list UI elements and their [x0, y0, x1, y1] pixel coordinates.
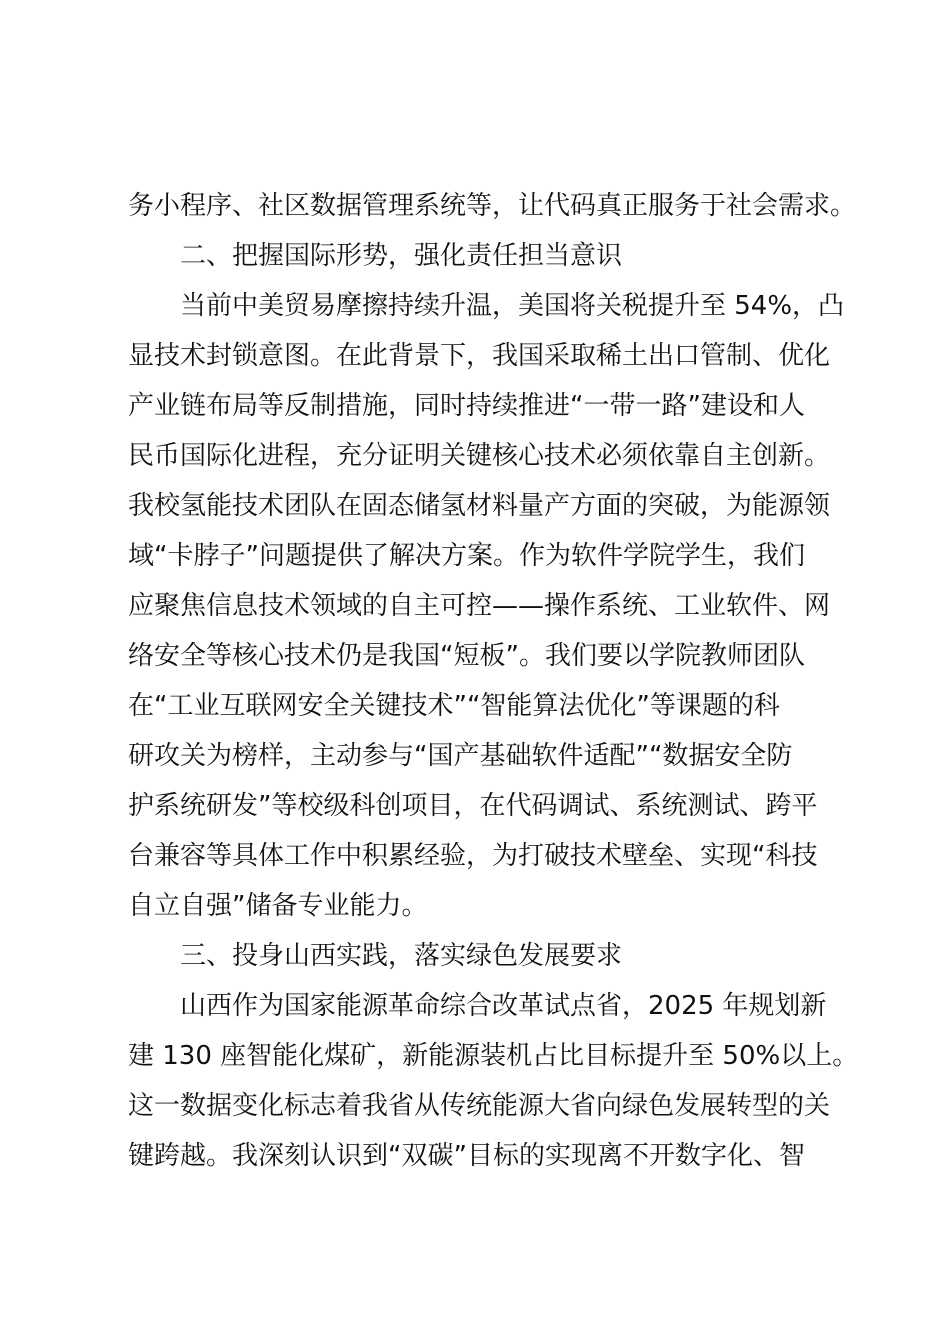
text-line: 这一数据变化标志着我省从传统能源大省向绿色发展转型的关	[128, 1091, 831, 1121]
text-line: 台兼容等具体工作中积累经验，为打破技术壁垒、实现“科技	[128, 841, 818, 871]
text-line: 产业链布局等反制措施，同时持续推进“一带一路”建设和人	[128, 391, 805, 421]
text-line: 显技术封锁意图。在此背景下，我国采取稀土出口管制、优化	[128, 341, 831, 371]
section-heading: 二、把握国际形势，强化责任担当意识	[180, 241, 623, 271]
section-heading: 三、投身山西实践，落实绿色发展要求	[180, 941, 623, 971]
text-line: 研攻关为榜样，主动参与“国产基础软件适配”“数据安全防	[128, 741, 793, 771]
text-line: 我校氢能技术团队在固态储氢材料量产方面的突破，为能源领	[128, 491, 831, 521]
text-line: 护系统研发”等校级科创项目，在代码调试、系统测试、跨平	[128, 791, 818, 821]
text-line: 键跨越。我深刻认识到“双碳”目标的实现离不开数字化、智	[128, 1141, 805, 1171]
text-line: 务小程序、社区数据管理系统等，让代码真正服务于社会需求。	[128, 191, 857, 221]
text-line: 民币国际化进程，充分证明关键核心技术必须依靠自主创新。	[128, 441, 831, 471]
text-line: 当前中美贸易摩擦持续升温，美国将关税提升至 54%，凸	[180, 291, 845, 321]
text-line: 山西作为国家能源革命综合改革试点省，2025 年规划新	[180, 991, 827, 1021]
text-line: 应聚焦信息技术领域的自主可控——操作系统、工业软件、网	[128, 591, 831, 621]
text-line: 建 130 座智能化煤矿，新能源装机占比目标提升至 50%以上。	[128, 1041, 859, 1071]
text-line: 络安全等核心技术仍是我国“短板”。我们要以学院教师团队	[128, 641, 805, 671]
text-line: 域“卡脖子”问题提供了解决方案。作为软件学院学生，我们	[128, 541, 805, 571]
text-line: 自立自强”储备专业能力。	[128, 891, 428, 921]
text-line: 在“工业互联网安全关键技术”“智能算法优化”等课题的科	[128, 691, 780, 721]
